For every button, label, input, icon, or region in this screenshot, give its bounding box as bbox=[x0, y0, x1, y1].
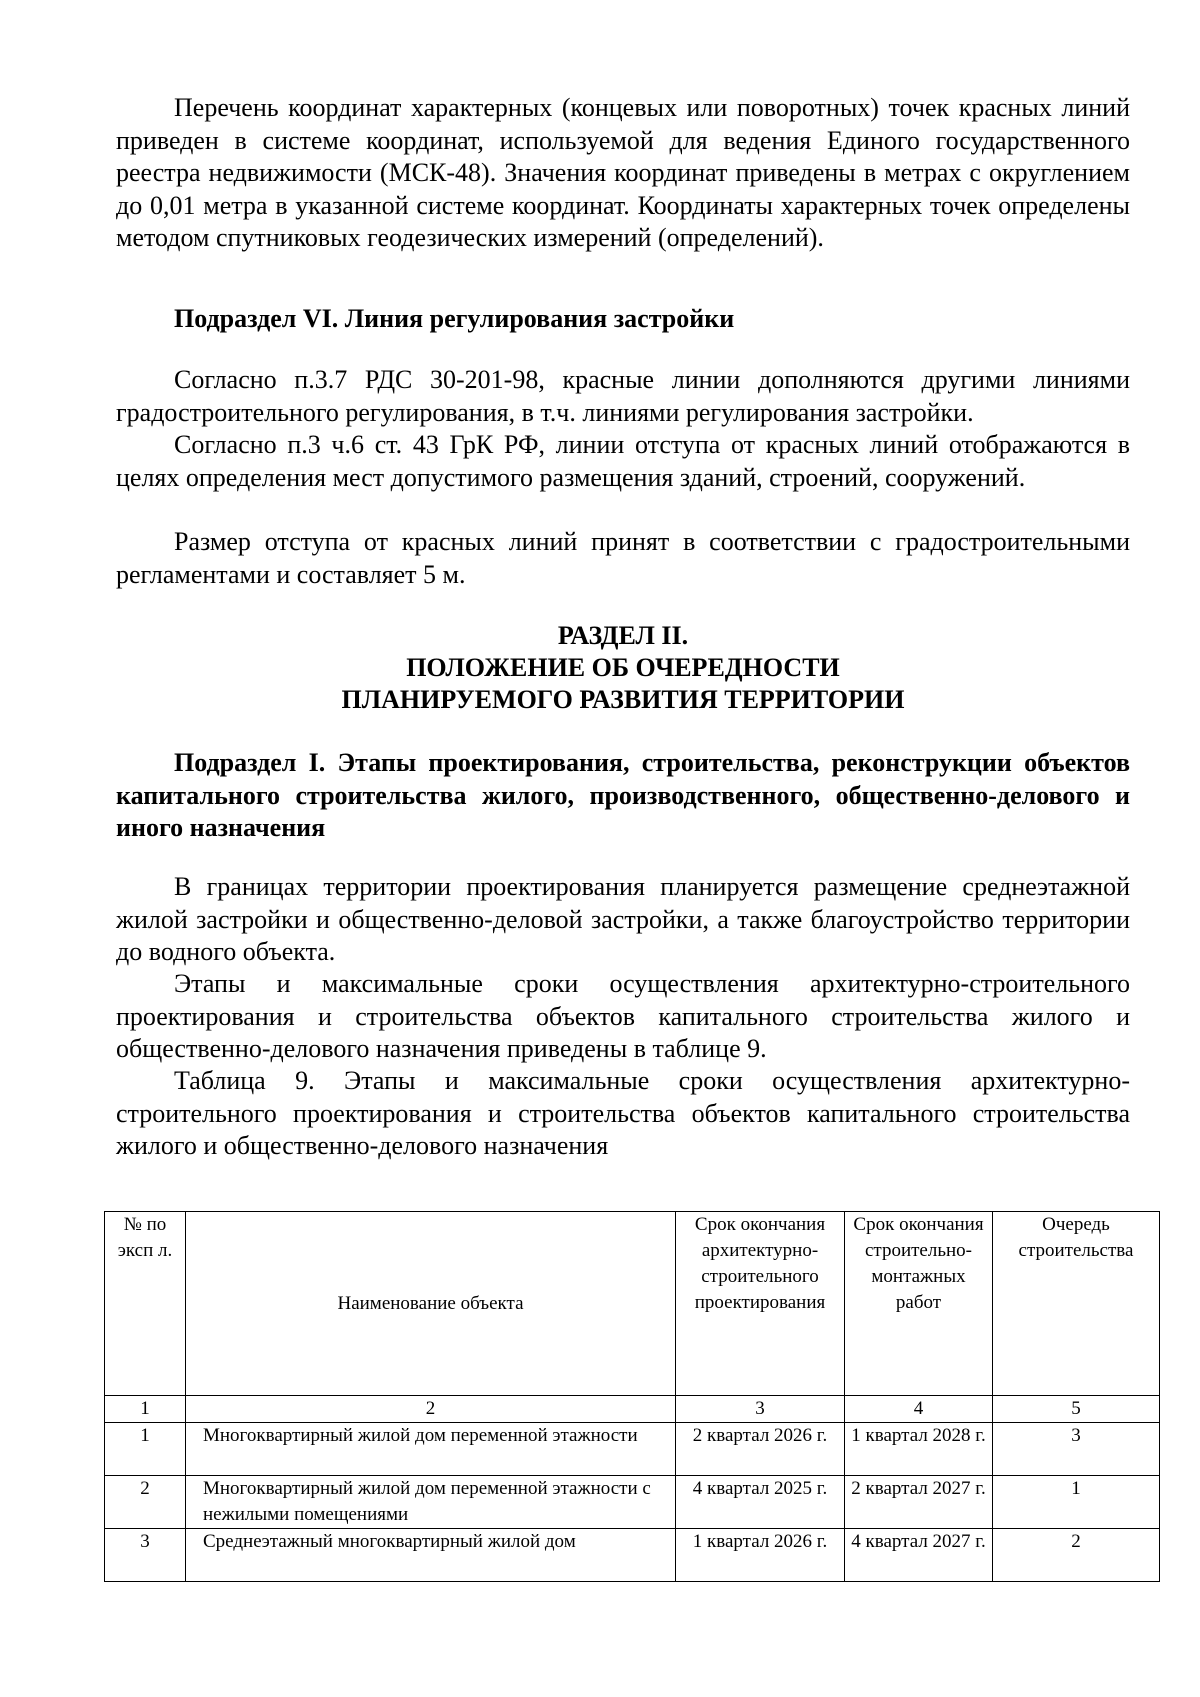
section-2-heading-line3: ПЛАНИРУЕМОГО РАЗВИТИЯ ТЕРРИТОРИИ bbox=[341, 685, 905, 714]
paragraph-grk: Согласно п.3 ч.6 ст. 43 ГрК РФ, линии отступа от красных линий отображаются в целях определения мест допустимого размещения зданий, строений, сооружений. bbox=[116, 430, 1130, 492]
section-2-heading-line2: ПОЛОЖЕНИЕ ОБ ОЧЕРЕДНОСТИ bbox=[406, 653, 840, 682]
paragraph-coordinates: Перечень координат характерных (концевых или поворотных) точек красных линий приведен в системе координат, используемой для ведения Единого государственного реестра недвижимости (МСК-48). Значения координат приведены в метрах с округлением до 0,01 метра в указанной системе координат. Координаты характерных точек определены методом спутниковых геодезических измерений (определений). bbox=[116, 93, 1130, 252]
row-num: 3 bbox=[105, 1529, 186, 1582]
column-number: 1 bbox=[105, 1396, 186, 1423]
row-queue: 3 bbox=[993, 1423, 1160, 1476]
row-construction: 1 квартал 2028 г. bbox=[845, 1423, 993, 1476]
column-number: 5 bbox=[993, 1396, 1160, 1423]
row-name: Среднеэтажный многоквартирный жилой дом bbox=[186, 1529, 676, 1582]
subsection-6-title: Подраздел VI. Линия регулирования застройки bbox=[174, 304, 735, 333]
row-name: Многоквартирный жилой дом переменной этажности bbox=[186, 1423, 676, 1476]
row-design: 4 квартал 2025 г. bbox=[676, 1476, 845, 1529]
header-design: Срок окончания архитектурно-строительного проектирования bbox=[676, 1212, 845, 1396]
paragraph-stages: Этапы и максимальные сроки осуществления архитектурно-строительного проектирования и строительства объектов капитального строительства жилого и общественно-делового назначения приведены в таблице 9. bbox=[116, 969, 1130, 1063]
table-column-numbers-row bbox=[105, 1396, 1160, 1423]
row-construction: 2 квартал 2027 г. bbox=[845, 1476, 993, 1529]
paragraph-rds: Согласно п.3.7 РДС 30-201-98, красные линии дополняются другими линиями градостроительного регулирования, в т.ч. линиями регулирования застройки. bbox=[116, 365, 1130, 427]
paragraph-setback: Размер отступа от красных линий принят в соответствии с градостроительными регламентами и составляет 5 м. bbox=[116, 527, 1130, 589]
stages-table bbox=[104, 1211, 1160, 1582]
table-row bbox=[105, 1529, 1160, 1582]
table-row bbox=[105, 1476, 1160, 1529]
header-construction: Срок окончания строительно-монтажных работ bbox=[845, 1212, 993, 1396]
header-queue: Очередь строительства bbox=[993, 1212, 1160, 1396]
section-2-heading-line1: РАЗДЕЛ II. bbox=[557, 621, 689, 650]
row-queue: 1 bbox=[993, 1476, 1160, 1529]
row-num: 2 bbox=[105, 1476, 186, 1529]
paragraph-territory: В границах территории проектирования планируется размещение среднеэтажной жилой застройки и общественно-деловой застройки, а также благоустройство территории до водного объекта. bbox=[116, 872, 1130, 966]
column-number: 3 bbox=[676, 1396, 845, 1423]
column-number: 2 bbox=[186, 1396, 676, 1423]
row-construction: 4 квартал 2027 г. bbox=[845, 1529, 993, 1582]
header-num: № по эксп л. bbox=[105, 1212, 186, 1396]
table-caption: Таблица 9. Этапы и максимальные сроки осуществления архитектурно-строительного проектирования и строительства объектов капитального строительства жилого и общественно-делового назначения bbox=[116, 1066, 1130, 1160]
row-design: 2 квартал 2026 г. bbox=[676, 1423, 845, 1476]
row-name: Многоквартирный жилой дом переменной этажности с нежилыми помещениями bbox=[186, 1476, 676, 1529]
row-num: 1 bbox=[105, 1423, 186, 1476]
table-row bbox=[105, 1423, 1160, 1476]
row-design: 1 квартал 2026 г. bbox=[676, 1529, 845, 1582]
column-number: 4 bbox=[845, 1396, 993, 1423]
header-name: Наименование объекта bbox=[186, 1212, 676, 1396]
row-queue: 2 bbox=[993, 1529, 1160, 1582]
table-header-row bbox=[105, 1212, 1160, 1396]
subsection-1-title: Подраздел I. Этапы проектирования, строительства, реконструкции объектов капитального строительства жилого, производственного, общественно-делового и иного назначения bbox=[116, 748, 1130, 842]
